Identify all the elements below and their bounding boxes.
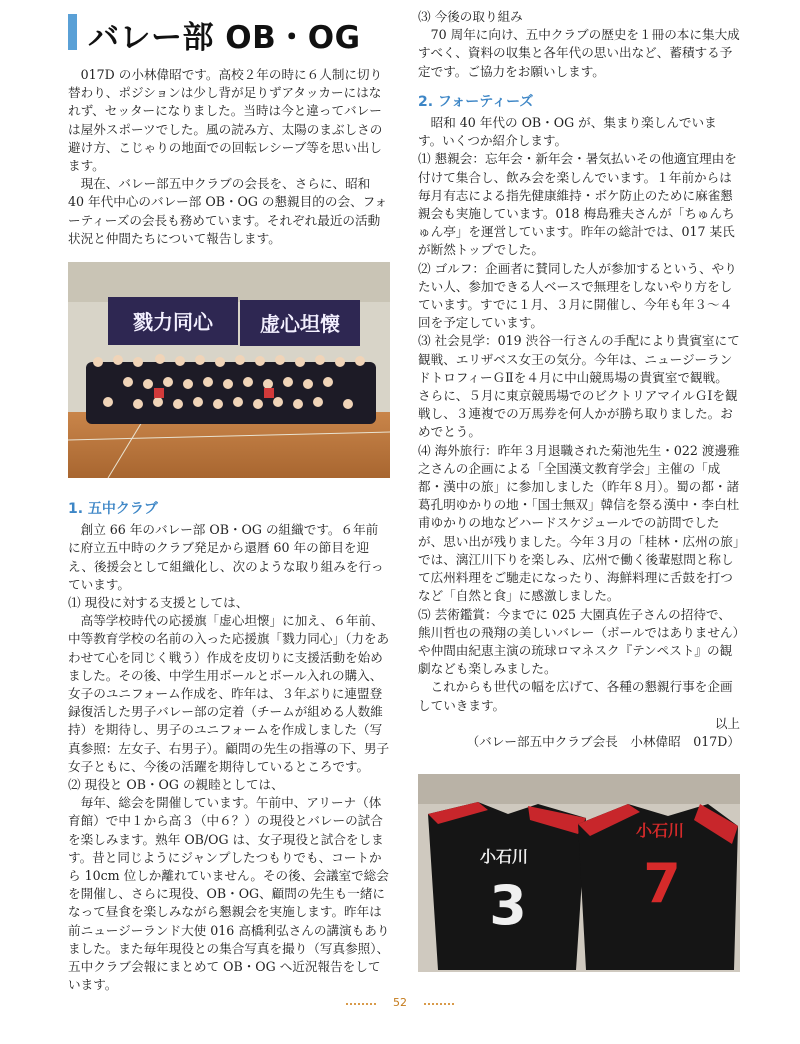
section-2-intro: 昭和 40 年代の OB・OG が、集まり楽しんでいます。いくつか紹介します。 — [418, 115, 717, 149]
jersey-right-name: 小石川 — [635, 821, 685, 840]
right-column — [418, 8, 740, 751]
section-1-item-3-body: 70 周年に向け、五中クラブの歴史を１冊の本に集大成すべく、資料の収集と各年代の思い出など、蓄積する予定です。ご協力をお願いします。 — [418, 27, 740, 79]
section-2-closing: これからも世代の幅を広げて、各種の懇親行事を企画していきます。 — [418, 679, 733, 713]
jersey-left-number: 3 — [489, 874, 527, 937]
section-1-intro: 創立 66 年のバレー部 OB・OG の組織です。６年前に府立五中時のクラブ発足から還暦 60 年の節目を迎え、後援会として組織化し、次のような取り組みを行っています。 — [68, 522, 384, 592]
group-photo — [68, 262, 390, 478]
section-2-item-1: ⑴ 懇親会：忘年会・新年会・暑気払いその他適宜理由を付けて集合し、飲み会を楽しんでいます。１年前からは毎月有志による指先健康維持・ボケ防止のために麻雀懇親会も実施しています。018 梅島雅夫さんが「ちゅんちゅん亭」を運営しています。昨年の総計では、017 某氏が断然トップでした。 — [418, 151, 737, 258]
section-2-item-4: ⑷ 海外旅行：昨年３月退職された菊池先生・022 渡邊雅之さんの企画による「全国漢文教育学会」主催の「成都・漢中の旅」に参加しました（昨年８月）。蜀の都・諸葛孔明ゆかりの地・「国士無双」韓信を祭る漢中・李白杜甫ゆかりの地などハードスケジュールでの訪問でしたが、思い出が残りました。今年３月の「桂林・広州の旅」では、漓江川下りを楽しみ、広州で働く後輩慰問と称して広州料理をご馳走になったり、海鮮料理に舌鼓を打つなど「自然と食」に感激しました。 — [418, 442, 740, 604]
banner-right-text: 虚心坦懐 — [260, 312, 340, 336]
section-2-item-2: ⑵ ゴルフ：企画者に賛同した人が参加するという、やりたい人、参加できる人ベースで無理をしないやり方をしています。すでに１月、３月に開催し、今年も年３～４回を予定しています。 — [418, 260, 737, 331]
page-number-dots-right — [424, 1003, 454, 1005]
section-1-item-1-head: ⑴ 現役に対する支援としては、 — [68, 595, 249, 611]
section-1-item-1-body: 高等学校時代の応援旗「虚心坦懐」に加え、６年前、中等教育学校の名前の入った応援旗「戮力同心」（力をあわせて心を同じく戦う）作成を皮切りに支援活動を始めました。その後、中学生用ボールとボール入れの購入、女子のユニフォーム作成を、昨年は、３年ぶりに連盟登録復活した男子バレー部の定着（チームが組める人数維持）を期待し、男子のユニフォームを作成しました（写真参照：左女子、右男子）。顧問の先生の指導の下、男子女子ともに、今後の活躍を期待しているところです。 — [68, 613, 390, 774]
section-1-item-3-head: ⑶ 今後の取り組み — [418, 9, 523, 24]
jersey-right-number: 7 — [643, 852, 681, 915]
intro-paragraph-1: 017D の小林偉昭です。高校２年の時に６人制に切り替わり、ポジションは少し背が足りずアタッカーにはなれず、セッターになりました。当時は今と違ってバレーは屋外スポーツでした。風の読み方、太陽のまぶしさの避け方、こじゃりの地面での回転レシーブ等を思い出します。 — [68, 67, 383, 174]
section-1-heading: 1. 五中クラブ — [68, 501, 158, 517]
page-number: 52 — [393, 996, 407, 1009]
section-2-closing-end: 以上 — [714, 715, 740, 731]
section-1 — [68, 500, 390, 994]
section-2-item-3: ⑶ 社会見学：019 渋谷一行さんの手配により貴賓室にて観戦、エリザベス女王の気分。今年は、ニュージーランドトロフィーＧⅡを４月に中山競馬場の貴賓室で観戦。さらに、５月に東京競馬場でのビクトリアマイルＧⅠを観戦し、３連複での万馬券を何人かが勝ち取りました。おめでとう。 — [418, 333, 740, 440]
intro-paragraph-2: 現在、バレー部五中クラブの会長を、さらに、昭和 40 年代中心のバレー部 OB・OG の懇親目的の会、フォーティーズの会長も務めています。それぞれ最近の活動状況と仲間たちについて報告します。 — [68, 176, 388, 246]
title-accent-bar — [68, 14, 77, 50]
jersey-left-name: 小石川 — [479, 847, 529, 866]
section-1-item-2-body: 毎年、総会を開催しています。午前中、アリーナ（体育館）で中１から高３（中６？）の現役とバレーの試合を楽しみます。熟年 OB/OG は、女子現役と試合をします。昔と同じようにジャンプしたつもりでも、コートから 10cm 位しか離れていません。その後、会議室で総会を開催し、さらに現役、OB・OG、顧問の先生も一緒になって昼食を楽しみながら懇親会を実施します。昨年は前ニュージーランド大使 016 高橋利弘さんの講演もありました。また毎年現役との集合写真を撮り（写真参照）、五中クラブ会報にまとめて OB・OG へ近況報告をしています。 — [68, 795, 390, 993]
jersey-photo — [418, 774, 740, 972]
banner-left-text: 戮力同心 — [133, 310, 213, 334]
intro-text — [68, 66, 390, 248]
page-number-dots-left — [346, 1003, 376, 1005]
page-title: バレー部 OB・OG — [88, 20, 361, 56]
signature: （バレー部五中クラブ会長 小林偉昭 017D） — [466, 733, 740, 749]
section-2-heading: 2. フォーティーズ — [418, 93, 534, 110]
section-1-item-2-head: ⑵ 現役と OB・OG の親睦としては、 — [68, 777, 284, 793]
section-2-item-5: ⑸ 芸術鑑賞：今までに 025 大園真佐子さんの招待で、熊川哲也の飛翔の美しいバレー（ボールではありません）や仲間由紀恵主演の琉球ロマネスク『テンペスト』の観劇なども楽しみました。 — [418, 606, 739, 677]
